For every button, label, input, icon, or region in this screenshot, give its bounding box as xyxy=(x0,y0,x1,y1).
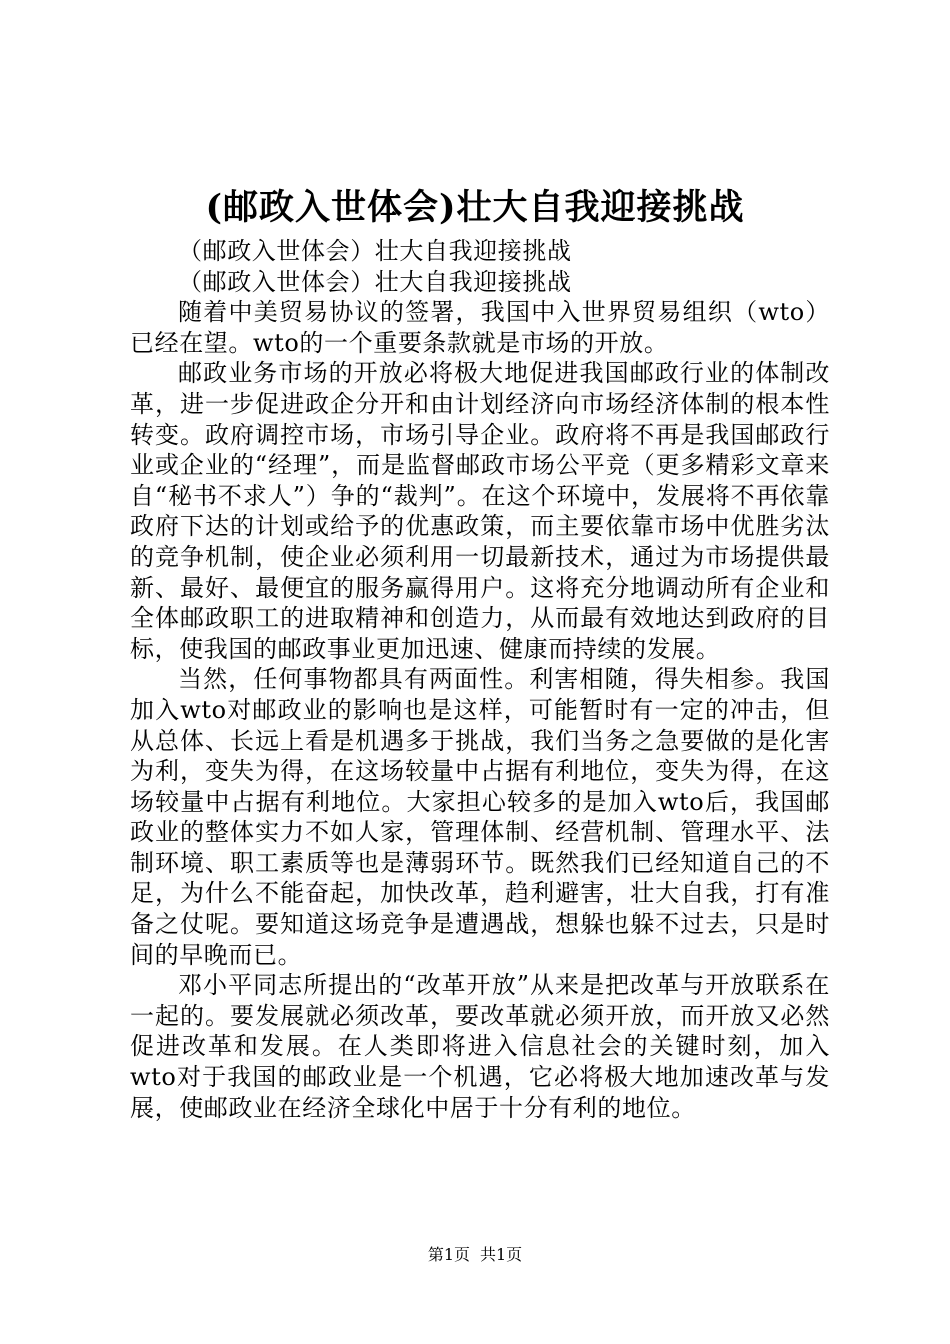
subtitle-line: （邮政入世体会）壮大自我迎接挑战 xyxy=(178,267,572,296)
document-title: (邮政入世体会)壮大自我迎接挑战 xyxy=(205,187,745,228)
body-paragraph: 随着中美贸易协议的签署，我国中入世界贸易组织（wto）已经在望。wto的一个重要条款就是市场的开放。 xyxy=(130,298,830,357)
page-footer xyxy=(0,1244,950,1266)
subtitle-line: （邮政入世体会）壮大自我迎接挑战 xyxy=(178,237,572,265)
document-body xyxy=(130,236,830,1123)
body-paragraph: 当然，任何事物都具有两面性。利害相随，得失相参。我国加入wto对邮政业的影响也是这样，可能暂时有一定的冲击，但从总体、长远上看是机遇多于挑战，我们当务之急要做的是化害为利，变失为得，在这场较量中占据有利地位，变失为得，在这场较量中占据有利地位。大家担心较多的是加入wto后，我国邮政业的整体实力不如人家，管理体制、经营机制、管理水平、法制环境、职工素质等也是薄弱环节。既然我们已经知道自己的不足，为什么不能奋起，加快改革，趋利避害，壮大自我，打有准备之仗呢。要知道这场竞争是遭遇战，想躲也躲不过去，只是时间的早晚而已。 xyxy=(130,665,830,969)
page-total: 共1页 xyxy=(480,1245,523,1264)
body-paragraph: 邮政业务市场的开放必将极大地促进我国邮政行业的体制改革，进一步促进政企分开和由计划经济向市场经济体制的根本性转变。政府调控市场，市场引导企业。政府将不再是我国邮政行业或企业的“经理”，而是监督邮政市场公平竞（更多精彩文章来自“秘书不求人”）争的“裁判”。在这个环境中，发展将不再依靠政府下达的计划或给予的优惠政策，而主要依靠市场中优胜劣汰的竞争机制，使企业必须利用一切最新技术，通过为市场提供最新、最好、最便宜的服务赢得用户。这将充分地调动所有企业和全体邮政职工的进取精神和创造力，从而最有效地达到政府的目标，使我国的邮政事业更加迅速、健康而持续的发展。 xyxy=(130,359,830,663)
page-number: 第1页 xyxy=(427,1245,470,1264)
body-paragraph: 邓小平同志所提出的“改革开放”从来是把改革与开放联系在一起的。要发展就必须改革，要改革就必须开放，而开放又必然促进改革和发展。在人类即将进入信息社会的关键时刻，加入wto对于我国的邮政业是一个机遇，它必将极大地加速改革与发展，使邮政业在经济全球化中居于十分有利的地位。 xyxy=(130,971,830,1122)
